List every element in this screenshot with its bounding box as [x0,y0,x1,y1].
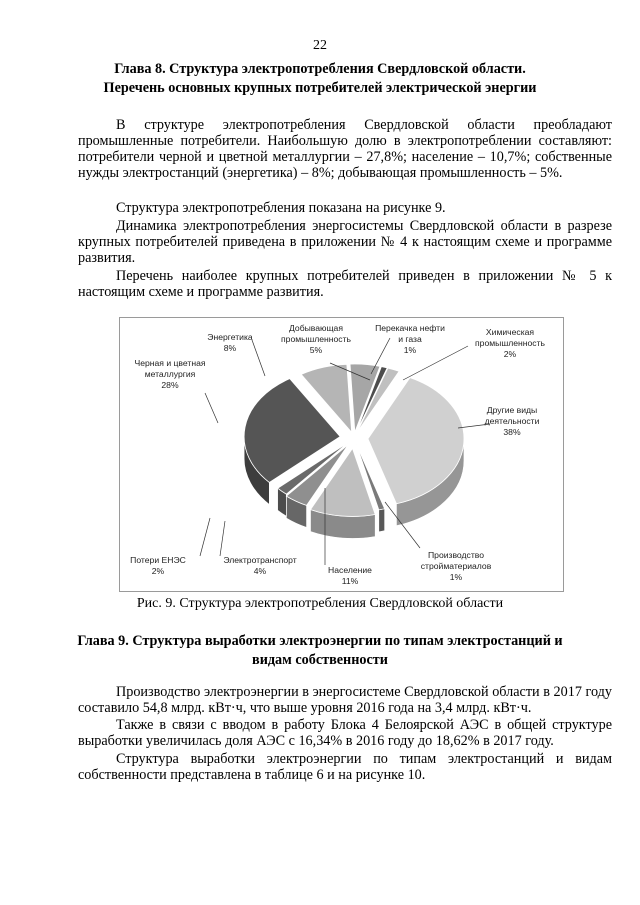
slice-value-label-7: 2% [151,566,165,576]
slice-name-label-2: Химическая [485,327,535,337]
slice-value-label-2: 2% [503,349,517,359]
leader-line-6 [220,521,225,556]
chapter8-title-line1: Глава 8. Структура электропотребления Свердловской области. [114,61,526,77]
slice-name-label-9: Энергетика [207,332,253,342]
slice-value-label-4: 1% [449,572,463,582]
slice-name-label-6: Электротранспорт [223,555,297,565]
chapter8-paragraph-1: В структуре электропотребления Свердловской области преобладают промышленные потребители. Наибольшую долю в электропотреблении составляют: потребители черной и цветной металлургии – 27,8%; население – 10,7%; собственные нужды электростанций (энергетика) – 8%; добывающая промышленность – 5%. [78,117,612,181]
slice-value-label-5: 11% [341,576,359,586]
slice-name-label-0: Добывающая [289,323,343,333]
slice-name-label-1: и газа [398,334,422,344]
chapter9-title-line2: видам собственности [252,652,388,668]
chapter8-paragraph-2: Структура электропотребления показана на рисунке 9. [116,200,446,216]
chapter9-paragraph-2: Также в связи с вводом в работу Блока 4 Белоярской АЭС в общей структуре выработки увеличилась доля АЭС с 16,34% в 2016 году до 18,62% в 2017 году. [78,717,612,749]
slice-name-label-4: стройматериалов [420,561,492,571]
chapter9-title [70,632,570,670]
slice-name-label-7: Потери ЕНЭС [130,555,186,565]
slice-name-label-0: промышленность [281,334,351,344]
slice-value-label-3: 38% [503,427,521,437]
slice-value-label-8: 28% [161,380,179,390]
slice-value-label-1: 1% [403,345,417,355]
slice-name-label-3: деятельности [484,416,540,426]
chapter8-paragraph-4: Перечень наиболее крупных потребителей приведен в приложении № 5 к настоящим схеме и программе развития. [78,268,612,300]
chapter9-paragraph-3: Структура выработки электроэнергии по типам электростанций и видам собственности представлена в таблице 6 и на рисунке 10. [78,751,612,783]
leader-line-7 [200,518,210,556]
slice-name-label-8: Черная и цветная [134,358,206,368]
slice-name-label-5: Население [328,565,372,575]
chapter9-title-line1: Глава 9. Структура выработки электроэнергии по типам электростанций и [77,633,563,649]
slice-name-label-2: промышленность [475,338,545,348]
figure9-caption: Рис. 9. Структура электропотребления Свердловской области [136,596,504,611]
pie-slice-side-4-0 [379,509,385,532]
chapter8-title-line2: Перечень основных крупных потребителей электрической энергии [103,80,537,96]
page-number: 22 [313,38,327,53]
chapter9-paragraph-1: Производство электроэнергии в энергосистеме Свердловской области в 2017 году составило 54,8 млрд. кВт·ч, что выше уровня 2016 года на 3,4 млрд. кВт·ч. [78,684,612,716]
slice-value-label-9: 8% [223,343,237,353]
leader-line-8 [205,393,218,423]
leader-line-9 [252,340,265,376]
slice-name-label-8: металлургия [144,369,196,379]
chapter8-title [80,60,560,98]
slice-name-label-1: Перекачка нефти [375,323,445,333]
slice-value-label-6: 4% [253,566,267,576]
pie-chart [120,318,563,591]
slice-value-label-0: 5% [309,345,323,355]
slice-name-label-4: Производство [427,550,485,560]
slice-name-label-3: Другие виды [486,405,538,415]
pie-chart-figure [119,317,564,592]
chapter8-paragraph-3: Динамика электропотребления энергосистемы Свердловской области в разрезе крупных потребителей приведена в приложении № 4 к настоящим схеме и программе развития. [78,218,612,266]
